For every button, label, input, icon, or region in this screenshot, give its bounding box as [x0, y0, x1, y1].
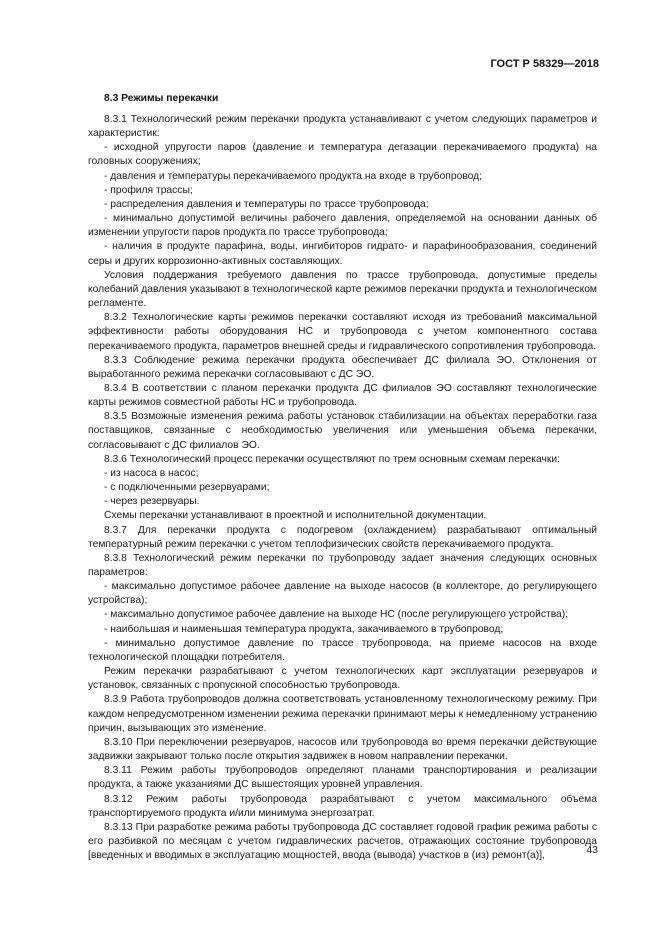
standard-designation: ГОСТ Р 58329—2018 [490, 58, 599, 70]
page-number: 43 [586, 844, 598, 856]
paragraph: - через резервуары. [104, 496, 200, 508]
paragraph: 8.3.4 В соответствии с планом перекачки продукта ДС филиалов ЭО составляют технологические карты режимов совместной работы НС и трубопровода. [88, 382, 597, 409]
paragraph: - давления и температуры перекачиваемого продукта на входе в трубопровод; [104, 170, 483, 182]
paragraph: 8.3.2 Технологические карты режимов перекачки составляют исходя из требований максимальной эффективности работы оборудования НС и трубопровода с учетом компонентного состава перекачиваемого продукта, параметров внешней среды и гидравлического сопротивления трубопровода. [88, 312, 597, 352]
paragraph: - минимально допустимой величины рабочего давления, определяемой на основании данных об изменении упругости паров продукта по трассе трубопровода; [88, 213, 597, 239]
paragraph: 8.3.10 При переключении резервуаров, насосов или трубопровода во время перекачки действующие задвижки закрывают только после открытия задвижек в новом направлении перекачки. [88, 736, 597, 763]
section-heading: 8.3 Режимы перекачки [104, 93, 219, 104]
paragraph: - исходной упругости паров (давление и температура дегазации перекачиваемого продукта) на головных сооружениях; [88, 142, 597, 168]
paragraph: - с подключенными резервуарами; [104, 482, 270, 494]
paragraph: 8.3.11 Режим работы трубопроводов определяют планами транспортирования и реализации продукта, а также указаниями ДС вышестоящих уровней управления. [88, 765, 597, 791]
paragraph: 8.3.1 Технологический режим перекачки продукта устанавливают с учетом следующих параметров и характеристик: [88, 114, 597, 140]
paragraph-list [88, 113, 597, 863]
paragraph: - из насоса в насос; [104, 467, 199, 479]
paragraph: 8.3.6 Технологический процесс перекачки осуществляют по трем основным схемам перекачки: [104, 453, 560, 465]
paragraph: - наличия в продукте парафина, воды, ингибиторов гидрато- и парафинообразования, соединений серы и других коррозионно-активных составляющих. [88, 241, 597, 267]
paragraph: - максимально допустимое рабочее давление на выходе НС (после регулирующего устройства); [104, 609, 569, 621]
paragraph: - наибольшая и наименьшая температура продукта, закачиваемого в трубопровод; [104, 623, 504, 635]
paragraph: - распределения давления и температуры по трассе трубопровода; [104, 198, 429, 210]
paragraph: - минимально допустимое давление по трассе трубопровода, на приеме насосов на входе технологической площадки потребителя. [88, 637, 597, 663]
paragraph: Режим перекачки разрабатывают с учетом технологических карт эксплуатации резервуаров и установок, связанных с пропускной способностью трубопровода. [88, 666, 597, 692]
paragraph: - профиля трассы; [104, 184, 193, 196]
paragraph: 8.3.5 Возможные изменения режима работы установок стабилизации на объектах переработки газа поставщиков, связанные с необходимостью увеличения или уменьшения объема перекачки, согласовывают с ДС филиалов ЭО. [88, 411, 597, 451]
paragraph: 8.3.13 При разработке режима работы трубопровода ДС составляет годовой график режима работы с его разбивкой по месяцам с учетом гидравлических расчетов, отражающих состояние трубопровода [введенных и вводимых в эксплуатацию мощностей, ввода (вывода) участков в (из) ремонт(а)], [88, 821, 597, 862]
paragraph: 8.3.3 Соблюдение режима перекачки продукта обеспечивает ДС филиала ЭО. Отклонения от выработанного режима перекачки согласовывают с ДС ЭО. [88, 354, 597, 380]
paragraph: Условия поддержания требуемого давления по трассе трубопровода, допустимые пределы колебаний давления указывают в технологической карте режимов перекачки продукта и технологическом регламенте. [88, 269, 597, 310]
page-content [88, 92, 597, 863]
paragraph: 8.3.8 Технологический режим перекачки по трубопроводу задает значения следующих основных параметров: [88, 552, 597, 578]
paragraph: 8.3.7 Для перекачки продукта с подогревом (охлаждением) разрабатывают оптимальный температурный режим перекачки с учетом теплофизических свойств перекачиваемого продукта. [88, 524, 597, 550]
paragraph: - максимально допустимое рабочее давление на выходе насосов (в коллекторе, до регулирующего устройства); [88, 581, 597, 607]
paragraph: 8.3.12 Режим работы трубопровода разрабатывают с учетом максимального объема транспортируемого продукта и/или минимума энергозатрат. [88, 793, 597, 819]
paragraph: 8.3.9 Работа трубопроводов должна соответствовать установленному технологическому режиму. При каждом непредусмотренном изменении режима перекачки принимают меры к немедленному устранению причин, вызывающих это изменение. [88, 694, 597, 734]
paragraph: Схемы перекачки устанавливают в проектной и исполнительной документации. [104, 510, 487, 522]
